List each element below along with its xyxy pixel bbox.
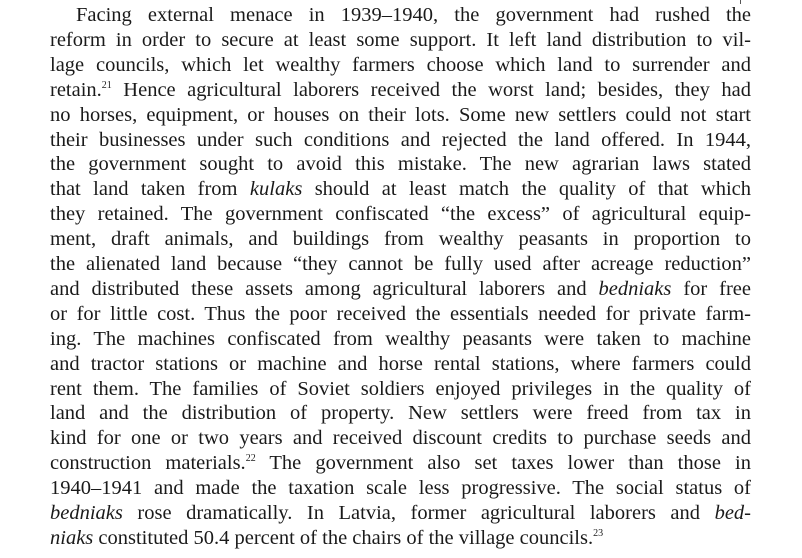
text-line [50,302,751,327]
footnote-ref: 22 [245,453,256,465]
text-line [50,501,751,526]
text-line [50,78,751,103]
text-run: rent them. The families of Soviet soldiers enjoyed privileges in the quality of [50,377,751,400]
text-line [50,526,751,551]
text-run: they retained. The government confiscated “the excess” of agricultural equip- [50,203,751,226]
text-run: lage councils, which let wealthy farmers choose which land to surrender and [50,53,751,76]
text-run: that land taken from [50,178,250,201]
italic-term: bedniaks [598,277,672,300]
text-run: Facing external menace in 1939–1940, the government had rushed the [76,4,751,26]
text-line [50,451,751,476]
text-run: constituted 50.4 percent of the chairs of the village councils. [93,526,594,549]
italic-term: bedniaks [50,502,123,524]
italic-term: bed- [714,502,751,524]
text-line [50,352,751,377]
text-run: construction materials. [50,452,246,475]
text-line [50,128,751,153]
text-line [50,377,751,402]
text-run: The government also set taxes lower than those in [255,452,751,475]
text-run: and tractor stations or machine and horse rental stations, where farmers could [50,352,751,375]
text-run: and distributed these assets among agricultural laborers and [50,277,599,300]
text-line [50,3,751,28]
text-run: land and the distribution of property. New settlers were freed from tax in [50,402,751,425]
text-run: reform in order to secure at least some support. It left land distribution to vil- [50,28,751,51]
text-line [50,426,751,451]
text-line [50,152,751,177]
text-run: retain. [50,78,102,101]
footnote-ref: 21 [101,79,112,91]
italic-term: niaks [50,526,94,549]
text-run: for free [671,277,751,300]
text-page [50,0,751,558]
text-run: rose dramatically. In Latvia, former agricultural laborers and [122,502,715,524]
text-run: should at least match the quality of that which [302,178,751,201]
text-run: 1940–1941 and made the taxation scale less progressive. The social status of [50,477,751,500]
text-line [50,28,751,53]
text-line [50,401,751,426]
text-line [50,202,751,227]
text-run: the government sought to avoid this mistake. The new agrarian laws stated [50,153,751,176]
text-line [50,277,751,302]
text-line [50,476,751,501]
text-run: Hence agricultural laborers received the worst land; besides, they had [111,78,751,101]
text-line [50,252,751,277]
text-run: no horses, equipment, or houses on their lots. Some new settlers could not start [50,103,751,126]
footnote-ref: 23 [593,527,604,539]
italic-term: kulaks [249,178,303,201]
text-line [50,177,751,202]
text-run: kind for one or two years and received discount credits to purchase seeds and [50,427,751,450]
page-edge-mark [740,0,741,4]
text-line [50,227,751,252]
text-run: ing. The machines confiscated from wealthy peasants were taken to machine [50,327,751,350]
text-line [50,327,751,352]
text-run: ment, draft animals, and buildings from wealthy peasants in proportion to [50,228,751,251]
text-run: the alienated land because “they cannot be fully used after acreage reduction” [50,253,751,275]
text-line [50,103,751,128]
text-line [50,53,751,78]
text-run: their businesses under such conditions and rejected the land offered. In 1944, [50,128,751,151]
text-run: or for little cost. Thus the poor received the essentials needed for private farm- [50,302,751,325]
